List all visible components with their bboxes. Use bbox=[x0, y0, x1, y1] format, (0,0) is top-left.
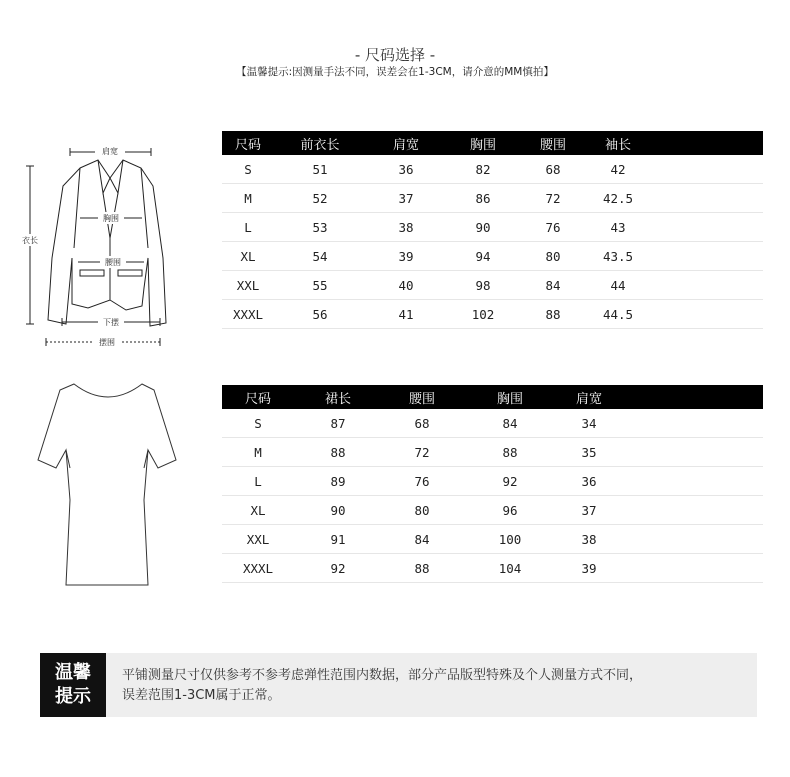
waist-label: 腰围 bbox=[105, 258, 121, 267]
size-cell: XL bbox=[222, 242, 274, 271]
table-cell: 41 bbox=[366, 300, 446, 329]
spacer-cell bbox=[650, 213, 763, 242]
tip-text-line1: 平铺测量尺寸仅供参考不参考虑弹性范围内数据，部分产品版型特殊及个人测量方式不同， bbox=[122, 668, 643, 683]
table-cell: 42.5 bbox=[586, 184, 650, 213]
table-row bbox=[222, 242, 763, 271]
table-cell: 38 bbox=[558, 525, 620, 554]
table-cell: 68 bbox=[382, 409, 462, 438]
header-spacer bbox=[620, 385, 763, 409]
spacer-cell bbox=[650, 184, 763, 213]
table-cell: 39 bbox=[558, 554, 620, 583]
table-row bbox=[222, 438, 763, 467]
spacer-cell bbox=[620, 525, 763, 554]
tip-text-line2: 误差范围1-3CM属于正常。 bbox=[122, 688, 281, 703]
shoulder-label: 肩宽 bbox=[102, 147, 118, 156]
table-header-row bbox=[222, 131, 763, 155]
size-cell: M bbox=[222, 184, 274, 213]
table-cell: 56 bbox=[274, 300, 366, 329]
table-cell: 38 bbox=[366, 213, 446, 242]
tip-label-line2: 提示 bbox=[55, 686, 91, 707]
table-cell: 44.5 bbox=[586, 300, 650, 329]
page-title: - 尺码选择 - bbox=[354, 46, 436, 64]
dress-size-table bbox=[222, 385, 763, 583]
table-cell: 44 bbox=[586, 271, 650, 300]
measurement-note: 【温馨提示:因测量手法不同，误差会在1-3CM，请介意的MM慎拍】 bbox=[236, 66, 554, 78]
table-cell: 43.5 bbox=[586, 242, 650, 271]
table-cell: 90 bbox=[294, 496, 382, 525]
table-cell: 37 bbox=[558, 496, 620, 525]
dress-illustration bbox=[36, 380, 181, 595]
table-cell: 72 bbox=[382, 438, 462, 467]
table-cell: 43 bbox=[586, 213, 650, 242]
hem-label: 下摆 bbox=[103, 318, 119, 327]
table-header-row bbox=[222, 385, 763, 409]
table-cell: 102 bbox=[446, 300, 520, 329]
jacket-size-table bbox=[222, 131, 763, 329]
table-cell: 51 bbox=[274, 155, 366, 184]
header-sleeve: 袖长 bbox=[586, 131, 650, 155]
size-cell: L bbox=[222, 467, 294, 496]
size-cell: XL bbox=[222, 496, 294, 525]
table-cell: 52 bbox=[274, 184, 366, 213]
table-cell: 100 bbox=[462, 525, 558, 554]
table-cell: 92 bbox=[294, 554, 382, 583]
header-waist: 腰围 bbox=[382, 385, 462, 409]
table-cell: 88 bbox=[382, 554, 462, 583]
table-row bbox=[222, 271, 763, 300]
table-cell: 84 bbox=[382, 525, 462, 554]
header-size: 尺码 bbox=[222, 131, 274, 155]
table-cell: 91 bbox=[294, 525, 382, 554]
jacket-illustration bbox=[18, 138, 178, 353]
table-cell: 39 bbox=[366, 242, 446, 271]
size-cell: XXXL bbox=[222, 554, 294, 583]
chest-label: 胸围 bbox=[103, 214, 119, 223]
spacer-cell bbox=[620, 554, 763, 583]
header-chest: 胸围 bbox=[446, 131, 520, 155]
table-row bbox=[222, 300, 763, 329]
table-cell: 86 bbox=[446, 184, 520, 213]
header-chest: 胸围 bbox=[462, 385, 558, 409]
table-row bbox=[222, 184, 763, 213]
table-cell: 104 bbox=[462, 554, 558, 583]
header-spacer bbox=[650, 131, 763, 155]
table-cell: 76 bbox=[520, 213, 586, 242]
table-cell: 36 bbox=[366, 155, 446, 184]
header-front-length: 前衣长 bbox=[274, 131, 366, 155]
spacer-cell bbox=[620, 496, 763, 525]
table-cell: 96 bbox=[462, 496, 558, 525]
table-cell: 94 bbox=[446, 242, 520, 271]
size-cell: L bbox=[222, 213, 274, 242]
size-cell: XXL bbox=[222, 525, 294, 554]
header-shoulder: 肩宽 bbox=[366, 131, 446, 155]
table-cell: 88 bbox=[520, 300, 586, 329]
table-cell: 53 bbox=[274, 213, 366, 242]
spacer-cell bbox=[620, 467, 763, 496]
spacer-cell bbox=[650, 271, 763, 300]
size-cell: M bbox=[222, 438, 294, 467]
spacer-cell bbox=[650, 155, 763, 184]
table-row bbox=[222, 155, 763, 184]
spacer-cell bbox=[650, 242, 763, 271]
table-cell: 88 bbox=[462, 438, 558, 467]
table-cell: 40 bbox=[366, 271, 446, 300]
tip-label-line1: 温馨 bbox=[55, 662, 91, 683]
table-cell: 89 bbox=[294, 467, 382, 496]
table-cell: 87 bbox=[294, 409, 382, 438]
header-waist: 腰围 bbox=[520, 131, 586, 155]
tip-box bbox=[40, 653, 757, 717]
table-cell: 90 bbox=[446, 213, 520, 242]
table-cell: 82 bbox=[446, 155, 520, 184]
table-cell: 72 bbox=[520, 184, 586, 213]
table-cell: 76 bbox=[382, 467, 462, 496]
header-size: 尺码 bbox=[222, 385, 294, 409]
size-cell: XXXL bbox=[222, 300, 274, 329]
table-cell: 55 bbox=[274, 271, 366, 300]
table-cell: 80 bbox=[382, 496, 462, 525]
table-cell: 36 bbox=[558, 467, 620, 496]
table-cell: 34 bbox=[558, 409, 620, 438]
spacer-cell bbox=[620, 438, 763, 467]
table-cell: 92 bbox=[462, 467, 558, 496]
size-cell: S bbox=[222, 155, 274, 184]
header-shoulder: 肩宽 bbox=[558, 385, 620, 409]
spacer-cell bbox=[650, 300, 763, 329]
table-cell: 84 bbox=[520, 271, 586, 300]
table-cell: 42 bbox=[586, 155, 650, 184]
table-cell: 35 bbox=[558, 438, 620, 467]
header-skirt-length: 裙长 bbox=[294, 385, 382, 409]
table-row bbox=[222, 554, 763, 583]
table-cell: 80 bbox=[520, 242, 586, 271]
table-cell: 37 bbox=[366, 184, 446, 213]
hem-circ-label: 摆围 bbox=[99, 338, 115, 347]
table-row bbox=[222, 467, 763, 496]
tip-label bbox=[40, 653, 106, 717]
table-cell: 84 bbox=[462, 409, 558, 438]
table-row bbox=[222, 496, 763, 525]
table-cell: 68 bbox=[520, 155, 586, 184]
length-label: 衣长 bbox=[22, 236, 38, 245]
table-cell: 88 bbox=[294, 438, 382, 467]
table-row bbox=[222, 525, 763, 554]
spacer-cell bbox=[620, 409, 763, 438]
size-cell: S bbox=[222, 409, 294, 438]
tip-text bbox=[122, 666, 742, 706]
table-cell: 54 bbox=[274, 242, 366, 271]
table-row bbox=[222, 213, 763, 242]
size-cell: XXL bbox=[222, 271, 274, 300]
table-cell: 98 bbox=[446, 271, 520, 300]
table-row bbox=[222, 409, 763, 438]
